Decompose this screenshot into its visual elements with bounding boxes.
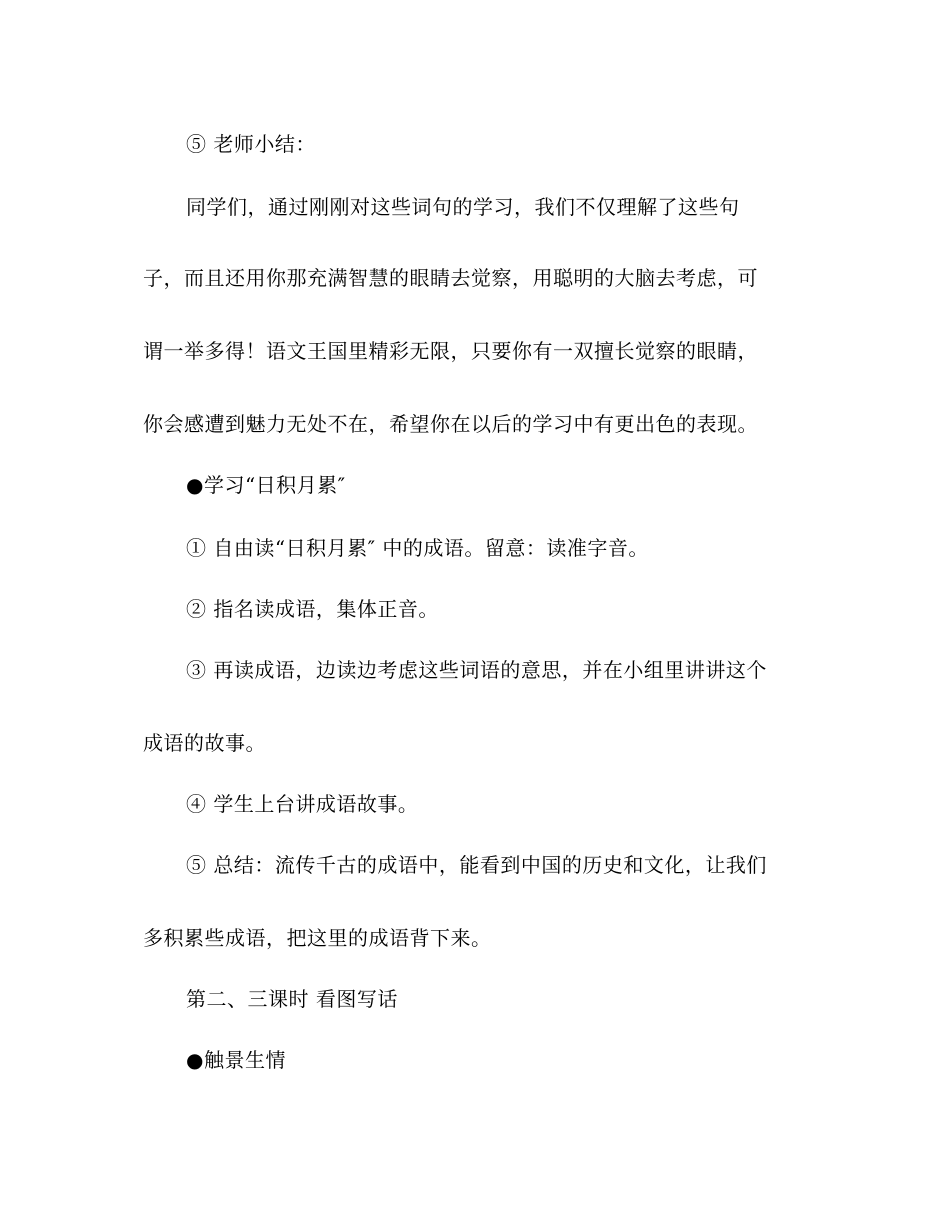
paragraph-line: 你会感遭到魅力无处不在，希望你在以后的学习中有更出色的表现。 [143, 412, 758, 436]
list-item: ③ 再读成语，边读边考虑这些词语的意思，并在小组里讲讲这个 [186, 658, 767, 682]
lesson-heading: 第二、三课时 看图写话 [186, 987, 398, 1011]
paragraph-line: 同学们，通过刚刚对这些词句的学习，我们不仅理解了这些句 [186, 195, 740, 219]
list-item-continuation: 成语的故事。 [143, 731, 266, 755]
list-item: ⑤ 总结：流传千古的成语中，能看到中国的历史和文化，让我们 [186, 853, 767, 877]
paragraph-line: 子，而且还用你那充满智慧的眼睛去觉察，用聪明的大脑去考虑，可 [143, 266, 758, 290]
list-item: ② 指名读成语，集体正音。 [186, 597, 439, 621]
list-item-continuation: 多积累些成语，把这里的成语背下来。 [143, 926, 492, 950]
list-item: ④ 学生上台讲成语故事。 [186, 792, 419, 816]
paragraph-line: 谓一举多得！语文王国里精彩无限，只要你有一双擅长觉察的眼睛， [143, 339, 758, 363]
list-item: ① 自由读“日积月累″ 中的成语。留意：读准字音。 [186, 536, 649, 560]
section-heading: ●触景生情 [186, 1048, 286, 1072]
teacher-summary-heading: ⑤ 老师小结： [186, 132, 316, 156]
section-heading: ●学习“日积月累″ [186, 473, 346, 497]
